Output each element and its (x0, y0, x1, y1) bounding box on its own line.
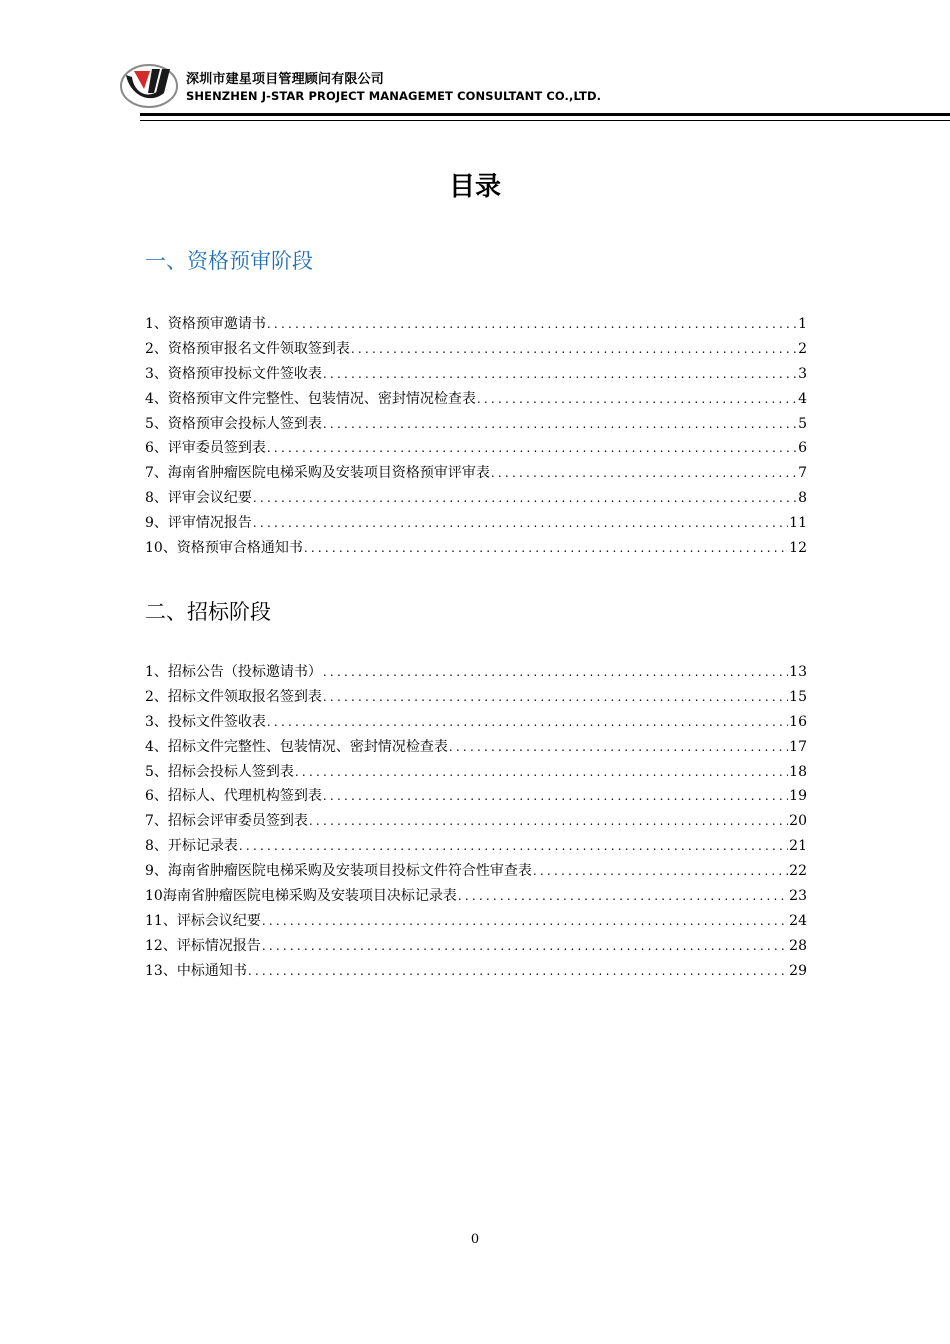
toc-entry-label: 10海南省肿瘤医院电梯采购及安装项目决标记录表 (145, 888, 457, 905)
toc-entry[interactable] (145, 761, 807, 786)
toc-dot-leader (323, 665, 788, 679)
document-title: 目录 (448, 172, 501, 202)
toc-entry[interactable] (145, 910, 807, 935)
toc-entry-page: 24 (789, 912, 807, 929)
toc-entry-label: 9、评审情况报告 (145, 515, 252, 532)
toc-entry-label: 1、招标公告（投标邀请书） (145, 664, 322, 680)
toc-entry-page: 28 (789, 937, 807, 954)
toc-dot-leader (351, 342, 797, 356)
toc-entry[interactable] (145, 537, 807, 562)
toc-list-tendering (145, 661, 807, 985)
toc-dot-leader (239, 839, 788, 853)
toc-entry[interactable] (145, 785, 807, 810)
toc-entry-label: 7、海南省肿瘤医院电梯采购及安装项目资格预审评审表 (145, 465, 490, 482)
toc-entry-page: 13 (789, 664, 807, 680)
toc-entry-page: 4 (798, 390, 807, 407)
toc-entry-page: 8 (798, 490, 807, 507)
toc-dot-leader (323, 789, 788, 803)
toc-dot-leader (491, 466, 797, 480)
toc-entry[interactable] (145, 686, 807, 711)
company-name-english: SHENZHEN J-STAR PROJECT MANAGEMET CONSULTANT CO.,LTD. (186, 89, 602, 103)
section-heading-prequalification[interactable]: 一、资格预审阶段 (145, 249, 313, 273)
toc-entry-page: 18 (789, 763, 807, 780)
toc-dot-leader (309, 814, 788, 828)
toc-entry-page: 3 (798, 365, 807, 382)
toc-entry-label: 12、评标情况报告 (145, 937, 261, 954)
toc-dot-leader (304, 541, 788, 555)
section-heading-tendering[interactable]: 二、招标阶段 (145, 600, 271, 624)
toc-entry-label: 5、资格预审会投标人签到表 (145, 415, 322, 432)
toc-dot-leader (449, 740, 788, 754)
page-header (0, 0, 950, 125)
toc-dot-leader (262, 939, 788, 953)
toc-dot-leader (253, 491, 797, 505)
toc-entry-page: 11 (789, 515, 807, 532)
toc-entry[interactable] (145, 935, 807, 960)
toc-entry[interactable] (145, 810, 807, 835)
toc-entry[interactable] (145, 338, 807, 363)
page-number: 0 (470, 1232, 480, 1247)
toc-entry-label: 8、开标记录表 (145, 838, 238, 855)
toc-entry[interactable] (145, 363, 807, 388)
toc-dot-leader (323, 417, 797, 431)
toc-dot-leader (323, 367, 797, 381)
toc-entry-label: 8、评审会议纪要 (145, 490, 252, 507)
toc-entry-page: 23 (789, 888, 807, 905)
toc-entry[interactable] (145, 462, 807, 487)
header-rule-thick (140, 113, 950, 116)
toc-dot-leader (533, 864, 788, 878)
toc-entry[interactable] (145, 960, 807, 985)
toc-entry[interactable] (145, 388, 807, 413)
company-logo (120, 63, 178, 109)
toc-entry-label: 9、海南省肿瘤医院电梯采购及安装项目投标文件符合性审查表 (145, 863, 532, 880)
toc-entry[interactable] (145, 736, 807, 761)
toc-entry-page: 16 (789, 713, 807, 730)
toc-entry[interactable] (145, 437, 807, 462)
toc-entry-page: 21 (789, 838, 807, 855)
toc-entry-label: 3、资格预审投标文件签收表 (145, 365, 322, 382)
toc-entry-page: 5 (798, 415, 807, 432)
toc-entry[interactable] (145, 661, 807, 686)
toc-dot-leader (262, 914, 788, 928)
toc-entry-label: 4、资格预审文件完整性、包装情况、密封情况检查表 (145, 390, 476, 407)
toc-dot-leader (295, 765, 788, 779)
toc-entry-page: 29 (789, 962, 807, 979)
toc-entry-label: 2、资格预审报名文件领取签到表 (145, 340, 350, 357)
toc-dot-leader (267, 317, 797, 331)
toc-entry-page: 22 (789, 863, 807, 880)
toc-entry-label: 5、招标会投标人签到表 (145, 763, 294, 780)
toc-entry-page: 1 (798, 316, 807, 332)
toc-entry-page: 7 (798, 465, 807, 482)
toc-entry[interactable] (145, 860, 807, 885)
toc-entry[interactable] (145, 313, 807, 338)
toc-list-prequalification (145, 313, 807, 562)
toc-dot-leader (458, 889, 788, 903)
toc-entry-label: 6、招标人、代理机构签到表 (145, 788, 322, 805)
toc-entry-page: 19 (789, 788, 807, 805)
toc-dot-leader (253, 516, 788, 530)
toc-entry-label: 4、招标文件完整性、包装情况、密封情况检查表 (145, 738, 448, 755)
company-name-chinese: 深圳市建星项目管理顾问有限公司 (186, 72, 385, 87)
toc-dot-leader (267, 441, 797, 455)
toc-entry[interactable] (145, 512, 807, 537)
toc-entry-page: 20 (789, 813, 807, 830)
toc-entry-label: 10、资格预审合格通知书 (145, 540, 303, 557)
toc-entry-page: 17 (789, 738, 807, 755)
toc-entry[interactable] (145, 487, 807, 512)
toc-dot-leader (267, 715, 788, 729)
toc-entry-page: 2 (798, 340, 807, 357)
toc-entry[interactable] (145, 835, 807, 860)
toc-entry-label: 11、评标会议纪要 (145, 912, 261, 929)
toc-entry-label: 2、招标文件领取报名签到表 (145, 688, 322, 705)
toc-entry-page: 12 (789, 540, 807, 557)
toc-entry[interactable] (145, 413, 807, 438)
toc-entry[interactable] (145, 711, 807, 736)
toc-entry-page: 15 (789, 688, 807, 705)
toc-dot-leader (248, 964, 788, 978)
header-rule-thin (140, 120, 950, 121)
toc-entry-label: 6、评审委员签到表 (145, 440, 266, 457)
toc-entry[interactable] (145, 885, 807, 910)
toc-dot-leader (477, 392, 797, 406)
toc-entry-label: 13、中标通知书 (145, 962, 247, 979)
toc-entry-label: 1、资格预审邀请书 (145, 316, 266, 332)
toc-dot-leader (323, 690, 788, 704)
toc-entry-label: 3、投标文件签收表 (145, 713, 266, 730)
toc-entry-label: 7、招标会评审委员签到表 (145, 813, 308, 830)
toc-entry-page: 6 (798, 440, 807, 457)
